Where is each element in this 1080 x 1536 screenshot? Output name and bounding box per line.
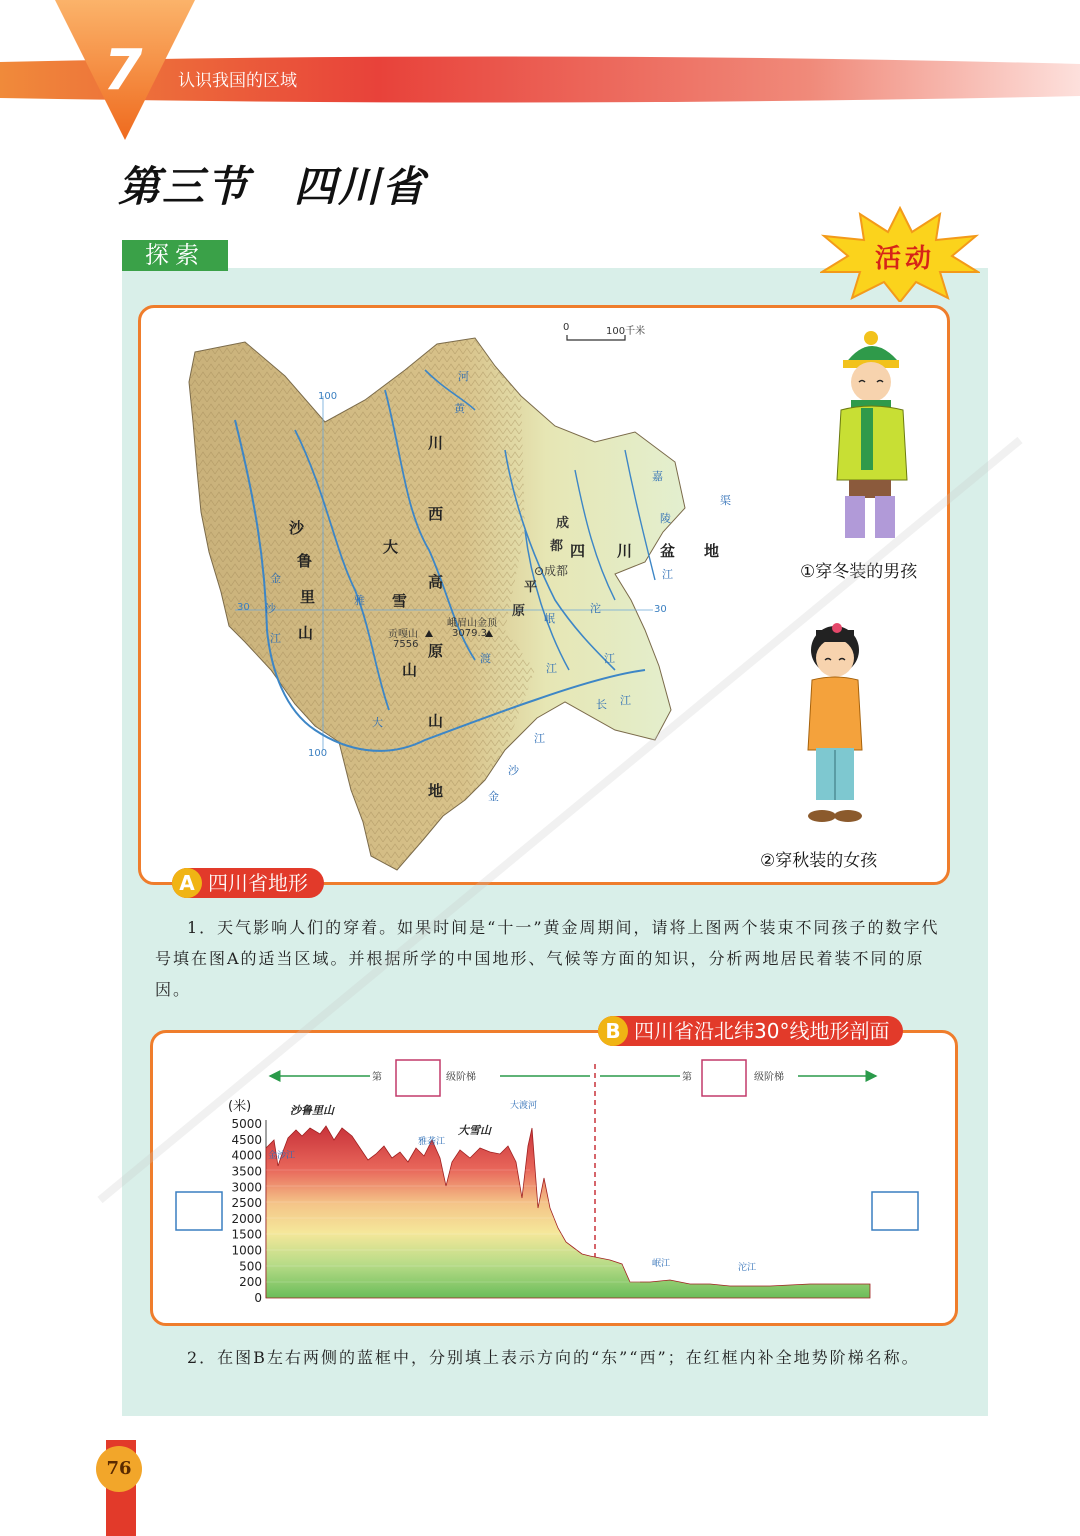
river-label-jin1: 金 — [270, 572, 281, 585]
map-peak-emei-height: 3079.3 — [452, 628, 487, 639]
map-peak-gongga: 贡嘎山 — [388, 629, 418, 640]
map-label-shan: 山 — [428, 712, 444, 730]
map-label-shan2: 山 — [298, 624, 314, 642]
river-label-jinsha-b3: 江 — [534, 732, 545, 745]
map-label-xue: 雪 — [392, 592, 408, 610]
river-label-dadu1: 大 — [372, 716, 383, 729]
profile-y-tick: 200 — [239, 1275, 262, 1290]
figure-a-label: 四川省地形 — [208, 871, 308, 895]
river-label-huang: 黄 — [454, 402, 465, 415]
profile-unit: (米) — [228, 1099, 252, 1114]
river-label-he: 河 — [458, 370, 469, 383]
boy-winter-clothes-illustration — [815, 330, 925, 550]
terrain-profile-chart — [170, 1058, 930, 1308]
map-label-si: 四 — [570, 542, 586, 560]
profile-label-yalong: 雅砻江 — [418, 1137, 446, 1147]
river-label-jialing1: 嘉 — [652, 470, 663, 483]
river-label-ya: 雅 — [354, 594, 365, 607]
map-label-pen: 盆 — [660, 542, 676, 560]
profile-label-tuo: 沱江 — [738, 1263, 757, 1273]
map-label-sha: 沙 — [289, 519, 305, 537]
step-left-prefix: 第 — [372, 1072, 382, 1083]
river-label-tuo1: 沱 — [590, 602, 601, 615]
river-label-chang2: 江 — [620, 694, 631, 707]
girl-caption: ②穿秋装的女孩 — [760, 851, 878, 871]
map-label-lu: 鲁 — [297, 552, 313, 570]
profile-y-tick: 3000 — [231, 1180, 262, 1195]
river-label-min2: 江 — [546, 662, 557, 675]
section-title: 第三节 四川省 — [118, 162, 427, 211]
map-label-xi: 西 — [428, 505, 444, 523]
profile-y-tick: 5000 — [231, 1117, 262, 1131]
map-city-chengdu: ⊙成都 — [534, 564, 569, 578]
river-label-jialing2: 陵 — [660, 512, 671, 525]
profile-label-jinsha — [268, 1149, 295, 1161]
direction-right-blue-box[interactable] — [872, 1192, 918, 1230]
profile-y-tick: 4500 — [231, 1132, 262, 1147]
profile-y-tick: 4000 — [231, 1148, 262, 1163]
figure-b-tag — [598, 1016, 903, 1046]
map-label-li: 里 — [300, 588, 316, 606]
river-label-jinsha-b2: 沙 — [508, 764, 519, 777]
profile-label-jinsha-text: 金沙江 — [268, 1151, 296, 1161]
scale-zero: 0 — [563, 322, 570, 333]
chapter-title: 认识我国的区域 — [178, 71, 297, 91]
map-label-yuan: 原 — [428, 642, 444, 660]
map-label-da: 大 — [383, 538, 399, 556]
profile-label-daxue: 大雪山 — [458, 1124, 491, 1137]
river-label-tuo2: 江 — [604, 652, 615, 665]
river-label-jin3: 江 — [270, 632, 281, 645]
river-label-jinsha-b1: 金 — [488, 790, 499, 803]
map-label-chuan: 川 — [428, 434, 444, 452]
question-2: 2．在图B左右两侧的蓝框中，分别填上表示方向的“东”“西”；在红框内补全地势阶梯名称。 — [187, 1348, 920, 1367]
figure-b-letter: B — [598, 1016, 628, 1046]
profile-label-shaluli: 沙鲁里山 — [290, 1104, 334, 1117]
chapter-number: 7 — [103, 38, 143, 103]
page-number: 76 — [96, 1446, 142, 1492]
profile-label-min: 岷江 — [652, 1259, 671, 1269]
figure-b-label: 四川省沿北纬30°线地形剖面 — [634, 1019, 890, 1043]
map-label-di2: 地 — [704, 542, 720, 560]
map-peak-gongga-height: 7556 — [393, 639, 419, 650]
coord-lat-right: 30 — [654, 604, 667, 615]
step-right-suffix: 级阶梯 — [754, 1072, 784, 1083]
activity-label: 活动 — [874, 244, 935, 274]
profile-y-tick: 3500 — [231, 1164, 262, 1179]
figure-a-letter: A — [172, 868, 202, 898]
coord-lon-top: 100 — [318, 391, 338, 402]
river-label-jin2: 沙 — [265, 602, 276, 615]
coord-lon-bottom: 100 — [308, 748, 328, 759]
map-label-gao: 高 — [428, 573, 444, 591]
profile-y-tick: 1500 — [231, 1227, 262, 1242]
map-label-chuan2: 川 — [617, 542, 633, 560]
profile-y-tick: 500 — [239, 1259, 262, 1274]
profile-y-tick: 2000 — [231, 1211, 262, 1226]
step-left-red-box[interactable] — [396, 1060, 440, 1096]
map-label-shan3: 山 — [402, 661, 418, 679]
river-label-qu: 渠 — [720, 494, 731, 507]
profile-label-dadu: 大渡河 — [510, 1101, 538, 1111]
map-label-di: 地 — [428, 782, 444, 800]
step-right-prefix: 第 — [682, 1072, 692, 1083]
question-1: 1．天气影响人们的穿着。如果时间是“十一”黄金周期间，请将上图两个装束不同孩子的数字代号填在图A的适当区域。并根据所学的中国地形、气候等方面的知识，分析两地居民着装不同的原因。 — [155, 918, 940, 999]
river-label-chang1: 长 — [596, 698, 607, 711]
map-peak-emei: 峨眉山金顶 — [447, 618, 497, 629]
boy-caption: ①穿冬装的男孩 — [800, 562, 918, 582]
step-right-red-box[interactable] — [702, 1060, 746, 1096]
river-label-min1: 岷 — [544, 612, 555, 625]
profile-y-tick: 1000 — [231, 1243, 262, 1258]
map-label-yuan2: 原 — [512, 604, 526, 619]
scale-label: 100千米 — [606, 326, 646, 337]
figure-a-tag — [172, 868, 324, 898]
map-label-ping: 平 — [524, 580, 538, 595]
coord-lat-left: 30 — [237, 602, 250, 613]
map-label-cheng: 成 — [556, 516, 570, 531]
profile-y-tick: 2500 — [231, 1196, 262, 1211]
profile-y-tick: 0 — [254, 1291, 262, 1305]
direction-left-blue-box[interactable] — [176, 1192, 222, 1230]
river-label-jialing3: 江 — [662, 568, 673, 581]
map-label-du: 都 — [550, 539, 564, 554]
girl-autumn-clothes-illustration — [790, 620, 880, 840]
river-label-dadu2: 渡 — [480, 652, 491, 665]
explore-tab: 探索 — [122, 240, 228, 271]
step-left-suffix: 级阶梯 — [446, 1072, 476, 1083]
